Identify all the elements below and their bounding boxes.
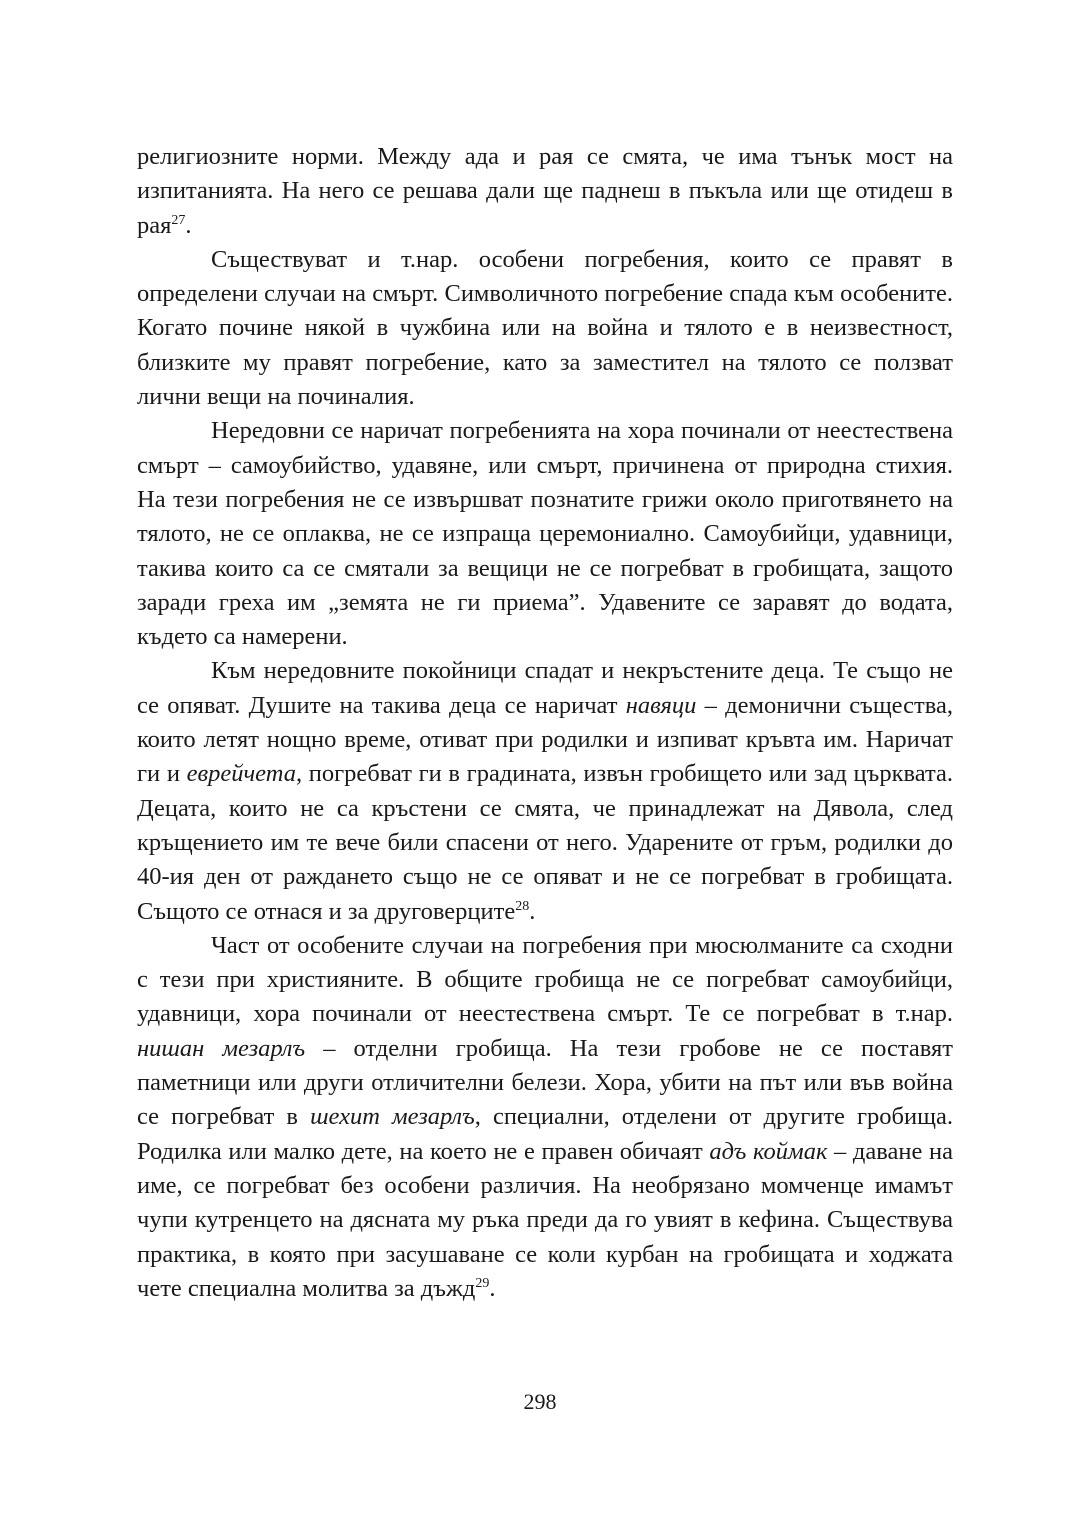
paragraph-5-text-1: Част от особените случаи на погребения при мюсюлманите са сходни с тези при християните. В общите гробища не се погребват самоубийци, удавници, хора починали от неестествена смърт. Те се погребват в т.нар.	[137, 931, 953, 1028]
footnote-ref-27[interactable]: 27	[171, 212, 186, 228]
term-nishan-mezarly: нишан мезарлъ	[137, 1034, 306, 1062]
footnote-ref-28[interactable]: 28	[515, 898, 530, 914]
paragraph-4-text-1: Към нередовните покойници спадат и некръстените деца. Те също не се опяват. Душите на такива деца се наричат	[137, 657, 953, 719]
paragraph-5	[137, 929, 953, 1306]
paragraph-1-text-2: .	[185, 211, 192, 239]
paragraph-3	[137, 414, 953, 654]
term-evreycheta: еврейчета	[186, 760, 296, 788]
paragraph-5-text-2: – отделни гробища. На тези гробове не се поставят паметници или други отличителни белези. Хора, убити на път или във война се погребват в	[137, 1034, 954, 1131]
paragraph-4-text-2: – демонични същества, които летят нощно време, отиват при родилки и изпиват кръвта им. Наричат ги и	[137, 691, 953, 788]
paragraph-5-text-5: .	[489, 1274, 496, 1302]
term-shehit-mezarly: шехит мезарлъ	[310, 1103, 475, 1131]
paragraph-1-text-1: религиозните норми. Между ада и рая се смята, че има тънък мост на изпитанията. На него се решава дали ще паднеш в пъкъла или ще отидеш в рая	[137, 143, 953, 239]
term-navyatsi: навяци	[625, 691, 697, 719]
paragraph-5-text-4: – даване на име, се погребват без особени различия. На необрязано момченце имамът чупи кутренцето на дясната му ръка преди да го увият в кефина. Съществува практика, в която при засушаване се коли курбан на гробищата и ходжата чете специална молитва за дъжд	[137, 1137, 953, 1302]
paragraph-4	[137, 654, 953, 928]
footnote-ref-29[interactable]: 29	[475, 1275, 490, 1291]
paragraph-4-text-4: .	[529, 897, 536, 925]
term-ady-koymak: адъ коймак	[709, 1137, 828, 1165]
paragraph-1	[137, 140, 953, 243]
page-body	[137, 140, 953, 1306]
paragraph-3-text-1: Нередовни се наричат погребенията на хора починали от неестествена смърт – самоубийство, удавяне, или смърт, причинена от природна стихия. На тези погребения не се извършват познатите грижи около приготвянето на тялото, не се оплаква, не се изпраща церемониално. Самоубийци, удавници, такива които са се смятали за вещици не се погребват в гробищата, защото заради греха им „земята не ги приема”. Удавените се заравят до водата, където са намерени.	[137, 417, 953, 651]
paragraph-4-text-3: , погребват ги в градината, извън гробището или зад църквата. Децата, които не са кръстени се смята, че принадлежат на Дявола, след кръщението им те вече били спасени от него. Ударените от гръм, родилки до 40-ия ден от раждането също не се опяват и не се погребват в гробищата. Същото се отнася и за друговерците	[137, 760, 953, 925]
page-number: 298	[523, 1389, 557, 1414]
paragraph-5-text-3: , специални, отделени от другите гробища. Родилка или малко дете, на което не е правен обичаят	[137, 1103, 954, 1165]
paragraph-2-text-1: Съществуват и т.нар. особени погребения, които се правят в определени случаи на смърт. Символичното погребение спада към особените. Когато почине някой в чужбина или на война и тялото е в неизвестност, близките му правят погребение, като за заместител на тялото се ползват лични вещи на починалия.	[137, 245, 953, 411]
paragraph-2	[137, 243, 953, 414]
